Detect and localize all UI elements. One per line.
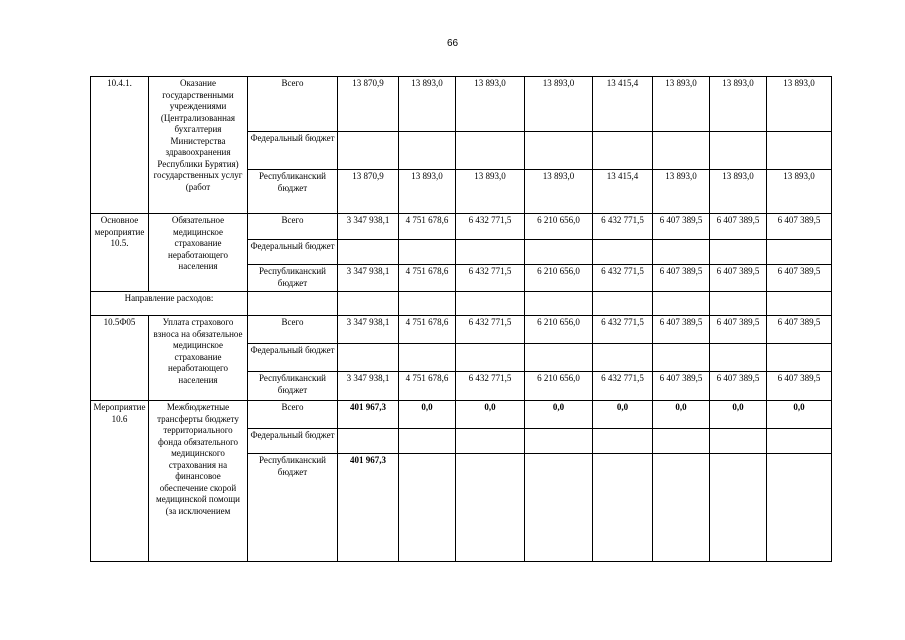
cell-value: 13 893,0 (653, 170, 710, 214)
cell-value: 6 407 389,5 (653, 265, 710, 292)
cell-value: 401 967,3 (338, 454, 399, 562)
cell-value: 6 210 656,0 (525, 316, 593, 344)
cell-value: 0,0 (593, 401, 653, 429)
cell-value: 13 893,0 (456, 170, 525, 214)
cell-value: 13 870,9 (338, 170, 399, 214)
cell-value: 6 210 656,0 (525, 214, 593, 240)
cell-value: 13 893,0 (710, 77, 767, 132)
cell-value: 0,0 (456, 401, 525, 429)
cell-value: 3 347 938,1 (338, 265, 399, 292)
total-label: Всего (248, 316, 338, 344)
row-code: 10.4.1. (91, 77, 149, 214)
cell-value: 6 407 389,5 (710, 214, 767, 240)
cell-value: 13 893,0 (525, 170, 593, 214)
cell-value: 3 347 938,1 (338, 372, 399, 401)
row-code: Основное мероприятие 10.5. (91, 214, 149, 292)
cell-value: 13 893,0 (653, 77, 710, 132)
cell-value: 6 210 656,0 (525, 372, 593, 401)
cell-value: 13 893,0 (767, 170, 832, 214)
cell-value (710, 454, 767, 562)
cell-value: 6 407 389,5 (767, 214, 832, 240)
row-code: Мероприятие 10.6 (91, 401, 149, 562)
page-number: 66 (446, 38, 459, 49)
table-row (91, 316, 832, 344)
federal-label: Федеральный бюджет (248, 344, 338, 372)
cell-value: 3 347 938,1 (338, 316, 399, 344)
republic-label: Республиканский бюджет (248, 170, 338, 214)
cell-value: 6 432 771,5 (593, 372, 653, 401)
cell-value: 6 407 389,5 (710, 265, 767, 292)
republic-label: Республиканский бюджет (248, 372, 338, 401)
row-code: 10.5Ф05 (91, 316, 149, 401)
cell-value: 6 432 771,5 (593, 316, 653, 344)
cell-value: 13 893,0 (767, 77, 832, 132)
cell-value: 0,0 (710, 401, 767, 429)
row-name: Уплата страхового взноса на обязательное медицинское страхование неработающего населения (149, 316, 248, 401)
cell-value: 6 432 771,5 (593, 214, 653, 240)
cell-value: 13 893,0 (525, 77, 593, 132)
cell-value: 6 407 389,5 (710, 316, 767, 344)
cell-value: 13 870,9 (338, 77, 399, 132)
budget-table (90, 76, 832, 562)
cell-value: 13 893,0 (456, 77, 525, 132)
cell-value: 4 751 678,6 (399, 265, 456, 292)
total-label: Всего (248, 214, 338, 240)
cell-value: 13 893,0 (399, 77, 456, 132)
federal-label: Федеральный бюджет (248, 132, 338, 170)
table-row (91, 401, 832, 429)
cell-value: 0,0 (653, 401, 710, 429)
cell-value: 6 407 389,5 (710, 372, 767, 401)
federal-label: Федеральный бюджет (248, 240, 338, 265)
total-label: Всего (248, 401, 338, 429)
cell-value: 13 415,4 (593, 77, 653, 132)
cell-value: 4 751 678,6 (399, 316, 456, 344)
cell-value: 0,0 (399, 401, 456, 429)
cell-value: 401 967,3 (338, 401, 399, 429)
cell-value: 13 893,0 (399, 170, 456, 214)
cell-value: 13 893,0 (710, 170, 767, 214)
cell-value: 6 407 389,5 (653, 372, 710, 401)
cell-value: 3 347 938,1 (338, 214, 399, 240)
total-label: Всего (248, 77, 338, 132)
cell-value: 6 407 389,5 (653, 214, 710, 240)
section-label: Направление расходов: (91, 292, 248, 316)
federal-label: Федеральный бюджет (248, 429, 338, 454)
cell-value: 0,0 (767, 401, 832, 429)
table-row (91, 77, 832, 132)
row-name: Обязательное медицинское страхование неработающего населения (149, 214, 248, 292)
cell-value: 6 407 389,5 (653, 316, 710, 344)
cell-value: 6 407 389,5 (767, 372, 832, 401)
cell-value: 6 432 771,5 (456, 265, 525, 292)
cell-value: 6 432 771,5 (593, 265, 653, 292)
cell-value (456, 454, 525, 562)
republic-label: Республиканский бюджет (248, 454, 338, 562)
cell-value: 6 407 389,5 (767, 316, 832, 344)
cell-value: 6 407 389,5 (767, 265, 832, 292)
cell-value (593, 454, 653, 562)
cell-value (653, 454, 710, 562)
table-row (91, 214, 832, 240)
cell-value: 6 210 656,0 (525, 265, 593, 292)
republic-label: Республиканский бюджет (248, 265, 338, 292)
cell-value: 0,0 (525, 401, 593, 429)
cell-value: 6 432 771,5 (456, 372, 525, 401)
cell-value: 6 432 771,5 (456, 316, 525, 344)
cell-value: 13 415,4 (593, 170, 653, 214)
cell-value (767, 454, 832, 562)
cell-value: 4 751 678,6 (399, 372, 456, 401)
row-name: Межбюджетные трансферты бюджету территориального фонда обязательного медицинского страхования на финансовое обеспечение скорой медицинской помощи (за исключением (149, 401, 248, 562)
cell-value (399, 454, 456, 562)
cell-value (525, 454, 593, 562)
table-row (91, 292, 832, 316)
cell-value: 4 751 678,6 (399, 214, 456, 240)
cell-value: 6 432 771,5 (456, 214, 525, 240)
row-name: Оказание государственными учреждениями (Централизованная бухгалтерия Министерства здравоохранения Республики Бурятия) государственных услуг (работ (149, 77, 248, 214)
